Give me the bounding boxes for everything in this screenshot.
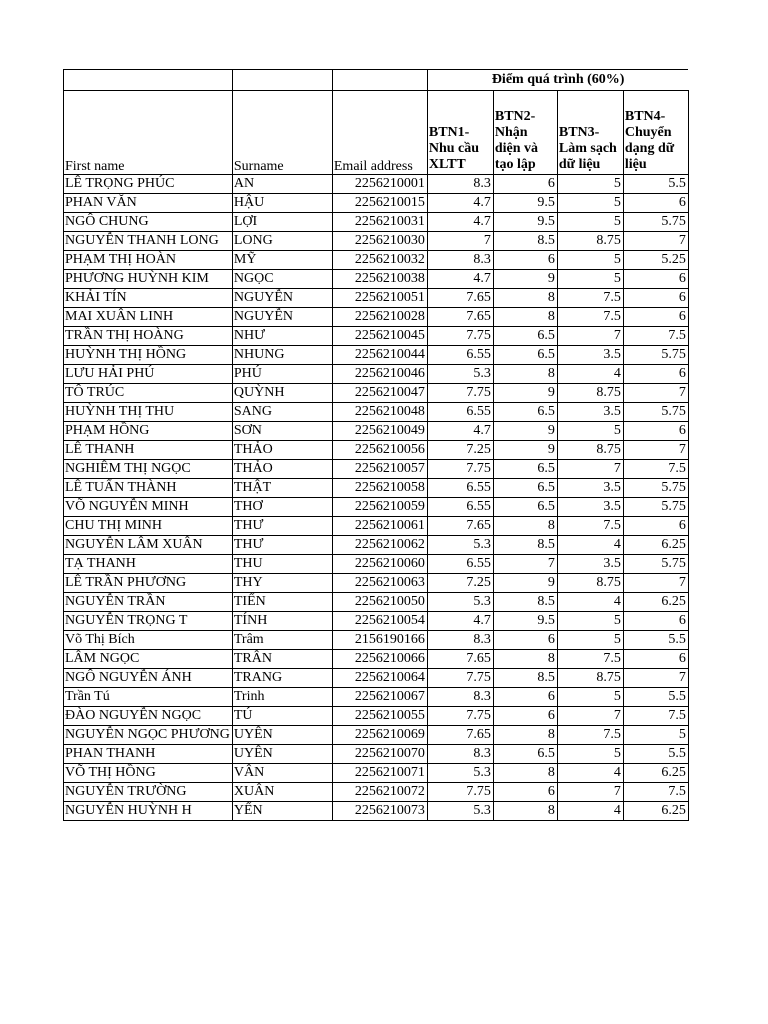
btn1-cell[interactable]: 7	[427, 232, 493, 251]
btn2-cell[interactable]: 8	[493, 650, 557, 669]
email-cell[interactable]: 2256210063	[332, 574, 427, 593]
email-cell[interactable]: 2256210067	[332, 688, 427, 707]
email-cell[interactable]: 2256210051	[332, 289, 427, 308]
btn4-cell[interactable]: 5.5	[623, 631, 688, 650]
email-cell[interactable]: 2256210038	[332, 270, 427, 289]
first-name-cell[interactable]: NGÔ NGUYỄN ÁNH	[64, 669, 233, 688]
table-row	[64, 308, 689, 327]
table-row	[64, 631, 689, 650]
btn3-cell[interactable]: 7	[557, 707, 623, 726]
header-first-name[interactable]: First name	[64, 91, 233, 175]
btn2-cell[interactable]: 9	[493, 270, 557, 289]
btn3-cell[interactable]: 8.75	[557, 574, 623, 593]
first-name-cell[interactable]: HUỲNH THỊ HỒNG	[64, 346, 233, 365]
surname-cell[interactable]: YẾN	[232, 802, 332, 821]
btn3-cell[interactable]: 5	[557, 745, 623, 764]
btn4-cell[interactable]: 6	[623, 289, 688, 308]
surname-cell[interactable]: NHUNG	[232, 346, 332, 365]
first-name-cell[interactable]: MAI XUÂN LINH	[64, 308, 233, 327]
first-name-cell[interactable]: NGUYỄN TRƯỜNG	[64, 783, 233, 802]
surname-cell[interactable]: TRÂN	[232, 650, 332, 669]
table-row	[64, 479, 689, 498]
surname-cell[interactable]: PHÚ	[232, 365, 332, 384]
btn4-cell[interactable]: 7	[623, 232, 688, 251]
btn2-cell[interactable]: 6.5	[493, 327, 557, 346]
table-row	[64, 802, 689, 821]
first-name-cell[interactable]: NGUYỄN HUỲNH H	[64, 802, 233, 821]
btn2-cell[interactable]: 6.5	[493, 346, 557, 365]
btn2-cell[interactable]: 6	[493, 783, 557, 802]
btn4-cell[interactable]: 5	[623, 726, 688, 745]
btn1-cell[interactable]: 4.7	[427, 194, 493, 213]
table-row	[64, 517, 689, 536]
email-cell[interactable]: 2256210062	[332, 536, 427, 555]
btn3-cell[interactable]: 7.5	[557, 517, 623, 536]
btn1-cell[interactable]: 7.65	[427, 308, 493, 327]
table-row	[64, 422, 689, 441]
btn4-cell[interactable]: 5.75	[623, 555, 688, 574]
email-cell[interactable]: 2256210073	[332, 802, 427, 821]
first-name-cell[interactable]: KHẢI TÍN	[64, 289, 233, 308]
table-row	[64, 289, 689, 308]
table-row	[64, 232, 689, 251]
btn2-cell[interactable]: 9.5	[493, 194, 557, 213]
table-row	[64, 270, 689, 289]
email-cell[interactable]: 2256210046	[332, 365, 427, 384]
btn4-cell[interactable]: 5.75	[623, 213, 688, 232]
btn3-cell[interactable]: 5	[557, 213, 623, 232]
btn1-cell[interactable]: 8.3	[427, 688, 493, 707]
first-name-cell[interactable]: LÊ THANH	[64, 441, 233, 460]
surname-cell[interactable]: LỢI	[232, 213, 332, 232]
btn1-cell[interactable]: 7.75	[427, 460, 493, 479]
btn2-cell[interactable]: 8.5	[493, 536, 557, 555]
btn3-cell[interactable]: 8.75	[557, 669, 623, 688]
btn3-cell[interactable]: 7	[557, 783, 623, 802]
btn2-cell[interactable]: 7	[493, 555, 557, 574]
surname-cell[interactable]: SANG	[232, 403, 332, 422]
btn4-cell[interactable]: 7	[623, 384, 688, 403]
btn1-cell[interactable]: 7.65	[427, 517, 493, 536]
btn2-cell[interactable]: 9	[493, 441, 557, 460]
first-name-cell[interactable]: Trần Tú	[64, 688, 233, 707]
header-btn4[interactable]: BTN4-Chuyển dạng dữ liệu	[623, 91, 688, 175]
btn1-cell[interactable]: 6.55	[427, 555, 493, 574]
btn1-cell[interactable]: 5.3	[427, 593, 493, 612]
btn1-cell[interactable]: 4.7	[427, 422, 493, 441]
email-cell[interactable]: 2256210045	[332, 327, 427, 346]
first-name-cell[interactable]: PHAN VĂN	[64, 194, 233, 213]
btn2-cell[interactable]: 8	[493, 365, 557, 384]
surname-cell[interactable]: UYÊN	[232, 745, 332, 764]
btn1-cell[interactable]: 7.65	[427, 650, 493, 669]
table-row	[64, 498, 689, 517]
table-row	[64, 194, 689, 213]
btn1-cell[interactable]: 5.3	[427, 764, 493, 783]
btn3-cell[interactable]: 5	[557, 612, 623, 631]
first-name-cell[interactable]: TÔ TRÚC	[64, 384, 233, 403]
btn4-cell[interactable]: 6	[623, 194, 688, 213]
btn2-cell[interactable]: 8.5	[493, 669, 557, 688]
btn2-cell[interactable]: 6.5	[493, 460, 557, 479]
btn1-cell[interactable]: 7.75	[427, 327, 493, 346]
btn3-cell[interactable]: 5	[557, 688, 623, 707]
email-cell[interactable]: 2256210060	[332, 555, 427, 574]
btn2-cell[interactable]: 8.5	[493, 593, 557, 612]
first-name-cell[interactable]: TẠ THANH	[64, 555, 233, 574]
first-name-cell[interactable]: NGUYỄN TRỌNG T	[64, 612, 233, 631]
btn3-cell[interactable]: 3.5	[557, 403, 623, 422]
btn3-cell[interactable]: 7.5	[557, 650, 623, 669]
btn4-cell[interactable]: 6	[623, 308, 688, 327]
btn2-cell[interactable]: 8	[493, 517, 557, 536]
btn1-cell[interactable]: 5.3	[427, 536, 493, 555]
surname-cell[interactable]: THU	[232, 555, 332, 574]
surname-cell[interactable]: Trinh	[232, 688, 332, 707]
cell[interactable]	[232, 70, 332, 91]
btn4-cell[interactable]: 6	[623, 422, 688, 441]
email-cell[interactable]: 2256210057	[332, 460, 427, 479]
table-row	[64, 384, 689, 403]
surname-cell[interactable]: LONG	[232, 232, 332, 251]
email-cell[interactable]: 2256210072	[332, 783, 427, 802]
first-name-cell[interactable]: NGUYỄN THANH LONG	[64, 232, 233, 251]
first-name-cell[interactable]: LÊ TUẤN THÀNH	[64, 479, 233, 498]
btn4-cell[interactable]: 6	[623, 612, 688, 631]
first-name-cell[interactable]: PHẠM THỊ HOÀN	[64, 251, 233, 270]
first-name-cell[interactable]: PHẠM HỒNG	[64, 422, 233, 441]
btn2-cell[interactable]: 8	[493, 764, 557, 783]
btn3-cell[interactable]: 5	[557, 175, 623, 194]
email-cell[interactable]: 2256210050	[332, 593, 427, 612]
btn4-cell[interactable]: 7.5	[623, 460, 688, 479]
btn4-cell[interactable]: 5.25	[623, 251, 688, 270]
header-btn3[interactable]: BTN3-Làm sạch dữ liệu	[557, 91, 623, 175]
table-row	[64, 707, 689, 726]
btn4-cell[interactable]: 6.25	[623, 593, 688, 612]
btn4-cell[interactable]: 6	[623, 517, 688, 536]
first-name-cell[interactable]: NGUYỄN TRẦN	[64, 593, 233, 612]
btn3-cell[interactable]: 7	[557, 460, 623, 479]
btn4-cell[interactable]: 7.5	[623, 327, 688, 346]
btn2-cell[interactable]: 9	[493, 574, 557, 593]
btn1-cell[interactable]: 4.7	[427, 213, 493, 232]
first-name-cell[interactable]: LÊ TRỌNG PHÚC	[64, 175, 233, 194]
table-row	[64, 612, 689, 631]
surname-cell[interactable]: THƠ	[232, 498, 332, 517]
group-title[interactable]: Điểm quá trình (60%)	[427, 70, 688, 91]
first-name-cell[interactable]: VÕ NGUYỄN MINH	[64, 498, 233, 517]
btn3-cell[interactable]: 4	[557, 536, 623, 555]
cell[interactable]	[64, 70, 233, 91]
first-name-cell[interactable]: NGHIÊM THỊ NGỌC	[64, 460, 233, 479]
btn4-cell[interactable]: 6	[623, 365, 688, 384]
surname-cell[interactable]: NHƯ	[232, 327, 332, 346]
btn4-cell[interactable]: 7.5	[623, 707, 688, 726]
first-name-cell[interactable]: VÕ THỊ HỒNG	[64, 764, 233, 783]
btn4-cell[interactable]: 7	[623, 669, 688, 688]
surname-cell[interactable]: XUÂN	[232, 783, 332, 802]
btn1-cell[interactable]: 7.75	[427, 669, 493, 688]
table-row	[64, 251, 689, 270]
btn1-cell[interactable]: 5.3	[427, 802, 493, 821]
column-header-row	[64, 91, 689, 175]
first-name-cell[interactable]: Võ Thị Bích	[64, 631, 233, 650]
btn3-cell[interactable]: 5	[557, 251, 623, 270]
btn3-cell[interactable]: 5	[557, 194, 623, 213]
table-row	[64, 403, 689, 422]
btn4-cell[interactable]: 6.25	[623, 802, 688, 821]
table-row	[64, 346, 689, 365]
btn3-cell[interactable]: 7	[557, 327, 623, 346]
btn4-cell[interactable]: 5.75	[623, 479, 688, 498]
first-name-cell[interactable]: PHƯƠNG HUỲNH KIM	[64, 270, 233, 289]
email-cell[interactable]: 2256210001	[332, 175, 427, 194]
surname-cell[interactable]: THẬT	[232, 479, 332, 498]
btn1-cell[interactable]: 6.55	[427, 498, 493, 517]
first-name-cell[interactable]: NGUYỄN LÂM XUÂN	[64, 536, 233, 555]
btn4-cell[interactable]: 5.75	[623, 346, 688, 365]
email-cell[interactable]: 2256210056	[332, 441, 427, 460]
btn3-cell[interactable]: 7.5	[557, 308, 623, 327]
surname-cell[interactable]: AN	[232, 175, 332, 194]
table-row	[64, 555, 689, 574]
btn2-cell[interactable]: 9	[493, 384, 557, 403]
btn2-cell[interactable]: 9.5	[493, 213, 557, 232]
btn3-cell[interactable]: 4	[557, 764, 623, 783]
surname-cell[interactable]: UYÊN	[232, 726, 332, 745]
btn2-cell[interactable]: 9	[493, 422, 557, 441]
email-cell[interactable]: 2256210028	[332, 308, 427, 327]
btn3-cell[interactable]: 7.5	[557, 726, 623, 745]
btn3-cell[interactable]: 4	[557, 593, 623, 612]
btn1-cell[interactable]: 6.55	[427, 403, 493, 422]
email-cell[interactable]: 2256210071	[332, 764, 427, 783]
btn2-cell[interactable]: 6	[493, 688, 557, 707]
btn1-cell[interactable]: 8.3	[427, 745, 493, 764]
btn3-cell[interactable]: 4	[557, 802, 623, 821]
btn2-cell[interactable]: 8	[493, 308, 557, 327]
table-row	[64, 783, 689, 802]
surname-cell[interactable]: SƠN	[232, 422, 332, 441]
email-cell[interactable]: 2256210066	[332, 650, 427, 669]
btn3-cell[interactable]: 5	[557, 270, 623, 289]
grade-sheet	[63, 69, 689, 821]
btn4-cell[interactable]: 5.75	[623, 403, 688, 422]
btn1-cell[interactable]: 5.3	[427, 365, 493, 384]
btn1-cell[interactable]: 7.65	[427, 726, 493, 745]
email-cell[interactable]: 2256210058	[332, 479, 427, 498]
btn2-cell[interactable]: 9.5	[493, 612, 557, 631]
cell[interactable]	[332, 70, 427, 91]
btn2-cell[interactable]: 8	[493, 726, 557, 745]
surname-cell[interactable]: VÂN	[232, 764, 332, 783]
btn3-cell[interactable]: 5	[557, 631, 623, 650]
first-name-cell[interactable]: LÊ TRẦN PHƯƠNG	[64, 574, 233, 593]
btn4-cell[interactable]: 7	[623, 441, 688, 460]
surname-cell[interactable]: THY	[232, 574, 332, 593]
table-row	[64, 365, 689, 384]
btn1-cell[interactable]: 7.25	[427, 441, 493, 460]
surname-cell[interactable]: TRANG	[232, 669, 332, 688]
surname-cell[interactable]: NGUYỄN	[232, 308, 332, 327]
table-row	[64, 441, 689, 460]
surname-cell[interactable]: NGỌC	[232, 270, 332, 289]
btn3-cell[interactable]: 8.75	[557, 441, 623, 460]
email-cell[interactable]: 2256210061	[332, 517, 427, 536]
email-cell[interactable]: 2156190166	[332, 631, 427, 650]
header-btn2[interactable]: BTN2-Nhận diện và tạo lập	[493, 91, 557, 175]
btn2-cell[interactable]: 6.5	[493, 745, 557, 764]
first-name-cell[interactable]: CHU THỊ MINH	[64, 517, 233, 536]
btn4-cell[interactable]: 5.75	[623, 498, 688, 517]
surname-cell[interactable]: MỸ	[232, 251, 332, 270]
email-cell[interactable]: 2256210044	[332, 346, 427, 365]
table-row	[64, 460, 689, 479]
btn1-cell[interactable]: 7.65	[427, 289, 493, 308]
table-row	[64, 327, 689, 346]
btn4-cell[interactable]: 7.5	[623, 783, 688, 802]
table-row	[64, 745, 689, 764]
btn3-cell[interactable]: 3.5	[557, 498, 623, 517]
header-email-address[interactable]: Email address	[332, 91, 427, 175]
surname-cell[interactable]: THƯ	[232, 536, 332, 555]
btn2-cell[interactable]: 6.5	[493, 479, 557, 498]
btn2-cell[interactable]: 6	[493, 707, 557, 726]
table-row	[64, 213, 689, 232]
btn1-cell[interactable]: 8.3	[427, 175, 493, 194]
btn1-cell[interactable]: 7.25	[427, 574, 493, 593]
surname-cell[interactable]: HẬU	[232, 194, 332, 213]
surname-cell[interactable]: THƯ	[232, 517, 332, 536]
btn3-cell[interactable]: 7.5	[557, 289, 623, 308]
btn1-cell[interactable]: 8.3	[427, 631, 493, 650]
email-cell[interactable]: 2256210030	[332, 232, 427, 251]
surname-cell[interactable]: Trâm	[232, 631, 332, 650]
btn4-cell[interactable]: 6	[623, 270, 688, 289]
first-name-cell[interactable]: ĐÀO NGUYỄN NGỌC	[64, 707, 233, 726]
email-cell[interactable]: 2256210055	[332, 707, 427, 726]
table-row	[64, 574, 689, 593]
first-name-cell[interactable]: NGUYỄN NGỌC PHƯƠNG	[64, 726, 233, 745]
btn1-cell[interactable]: 7.75	[427, 707, 493, 726]
first-name-cell[interactable]: HUỲNH THỊ THU	[64, 403, 233, 422]
email-cell[interactable]: 2256210049	[332, 422, 427, 441]
table-row	[64, 593, 689, 612]
email-cell[interactable]: 2256210048	[332, 403, 427, 422]
btn1-cell[interactable]: 6.55	[427, 346, 493, 365]
btn2-cell[interactable]: 6.5	[493, 403, 557, 422]
email-cell[interactable]: 2256210047	[332, 384, 427, 403]
btn2-cell[interactable]: 8	[493, 289, 557, 308]
btn3-cell[interactable]: 8.75	[557, 232, 623, 251]
btn2-cell[interactable]: 6.5	[493, 498, 557, 517]
btn1-cell[interactable]: 4.7	[427, 270, 493, 289]
email-cell[interactable]: 2256210059	[332, 498, 427, 517]
btn4-cell[interactable]: 6.25	[623, 536, 688, 555]
group-header-row	[64, 70, 689, 91]
btn4-cell[interactable]: 7	[623, 574, 688, 593]
btn2-cell[interactable]: 6	[493, 175, 557, 194]
email-cell[interactable]: 2256210032	[332, 251, 427, 270]
btn3-cell[interactable]: 3.5	[557, 479, 623, 498]
email-cell[interactable]: 2256210069	[332, 726, 427, 745]
email-cell[interactable]: 2256210031	[332, 213, 427, 232]
email-cell[interactable]: 2256210064	[332, 669, 427, 688]
surname-cell[interactable]: TIẾN	[232, 593, 332, 612]
surname-cell[interactable]: NGUYỄN	[232, 289, 332, 308]
first-name-cell[interactable]: LƯU HẢI PHÚ	[64, 365, 233, 384]
btn1-cell[interactable]: 7.75	[427, 783, 493, 802]
btn4-cell[interactable]: 5.5	[623, 745, 688, 764]
surname-cell[interactable]: THẢO	[232, 460, 332, 479]
surname-cell[interactable]: THẢO	[232, 441, 332, 460]
surname-cell[interactable]: TÚ	[232, 707, 332, 726]
btn4-cell[interactable]: 5.5	[623, 688, 688, 707]
btn3-cell[interactable]: 4	[557, 365, 623, 384]
email-cell[interactable]: 2256210054	[332, 612, 427, 631]
table-row	[64, 175, 689, 194]
table-row	[64, 726, 689, 745]
first-name-cell[interactable]: NGÔ CHUNG	[64, 213, 233, 232]
btn2-cell[interactable]: 6	[493, 251, 557, 270]
btn1-cell[interactable]: 8.3	[427, 251, 493, 270]
btn4-cell[interactable]: 6	[623, 650, 688, 669]
surname-cell[interactable]: QUỲNH	[232, 384, 332, 403]
first-name-cell[interactable]: LÂM NGỌC	[64, 650, 233, 669]
first-name-cell[interactable]: PHAN THANH	[64, 745, 233, 764]
btn4-cell[interactable]: 5.5	[623, 175, 688, 194]
table-row	[64, 669, 689, 688]
btn2-cell[interactable]: 6	[493, 631, 557, 650]
email-cell[interactable]: 2256210015	[332, 194, 427, 213]
btn1-cell[interactable]: 6.55	[427, 479, 493, 498]
btn2-cell[interactable]: 8.5	[493, 232, 557, 251]
table-row	[64, 764, 689, 783]
btn3-cell[interactable]: 3.5	[557, 346, 623, 365]
btn1-cell[interactable]: 4.7	[427, 612, 493, 631]
header-btn1[interactable]: BTN1-Nhu cầu XLTT	[427, 91, 493, 175]
first-name-cell[interactable]: TRẦN THỊ HOÀNG	[64, 327, 233, 346]
table-row	[64, 650, 689, 669]
header-surname[interactable]: Surname	[232, 91, 332, 175]
btn3-cell[interactable]: 8.75	[557, 384, 623, 403]
btn4-cell[interactable]: 6.25	[623, 764, 688, 783]
email-cell[interactable]: 2256210070	[332, 745, 427, 764]
surname-cell[interactable]: TÍNH	[232, 612, 332, 631]
table-row	[64, 688, 689, 707]
btn3-cell[interactable]: 3.5	[557, 555, 623, 574]
btn1-cell[interactable]: 7.75	[427, 384, 493, 403]
table-row	[64, 536, 689, 555]
btn3-cell[interactable]: 5	[557, 422, 623, 441]
btn2-cell[interactable]: 8	[493, 802, 557, 821]
